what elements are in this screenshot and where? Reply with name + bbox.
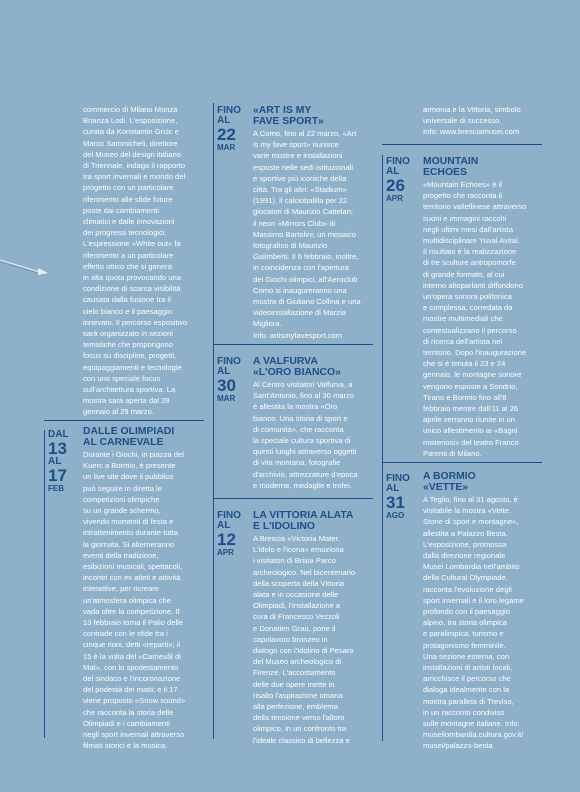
date-month: APR: [386, 194, 403, 203]
date-word: FINO: [217, 105, 241, 116]
event-text: «Mountain Echoes» è il progetto che racconta il territorio valtellinese attraverso suoni e immagini raccolti negli ultimi mesi dall'artista multidisciplinare Yuval Avital. Il risultato è la realizzazione di tre sculture antropomorfe di grande formato, al cui interno altoparlanti diffondono un'opera sonora polifonica e complessa, corredata da mostre multimediali che contestualizzano il percorso di ricerca dell'artista nel territorio. Dopo l'inaugurazione che si è tenuta il 23 e 24 gennaio, le montagne sonore vengono esposte a Sondrio, Tirano e Bormio fino all'8 febbraio mentre dall'11 al 26 aprile verranno riunite in un unico allestimento ai «Bagni misteriosi» del teatro Franco Parenti di Milano.: [423, 180, 527, 458]
event-headline: MOUNTAIN ECHOES: [423, 156, 479, 178]
date-number: 30: [217, 376, 236, 395]
date-word: AL: [217, 366, 231, 377]
date-word: FINO: [386, 156, 410, 167]
date-word: AL: [217, 115, 231, 126]
section-divider: [382, 144, 542, 145]
event-text: A Como, fino al 22 marzo, «Art is my fave sport» riunisce varie mostre e installazioni esposte nelle sedi istituzionali e sportive più iconiche della città. Tra gli altri: «Stadium» (1991), il calciobalilla per 22 giocatori di Maurizio Cattelan; il neon «Mirrors Club» di Massimo Bartolini; un mosaico fotografico di Maurizio Galimberti. Il 6 febbraio, inoltre, in coincidenza con l'apertura dei Giochi olimpici, all'Aeroclub Como si inaugureranno una mostra di Giuliano Collina e una videoinstallazione di Marzia Migliora. Info: artismyfavesport.com: [253, 129, 361, 340]
date-number: 31: [386, 493, 405, 512]
event-text: Durante i Giochi, in piazza del Kuerc a Bormio, è presente un live site dove il pubblico può seguire in diretta le competizioni olimpiche su un grande schermo, vivendo momenti di festa e intrattenimento durante tutta la giornata. Si alterneranno eventi della tradizione, esibizioni musicali, spettacoli, incontri con ex atleti e attività interattive, per ricreare un'atmosfera olimpica che vada oltre la competizione. Il 13 febbraio torna il Palio delle contrade con le sfide tra i cinque rioni, detti «reparti»; il 15 è la volta del «Carnevål di Mat», con lo spodestamento del sindaco e l'incoronazione del podestà dei matti; e il 17 viene proposto «Snow sound» che racconta la storia delle Olimpiadi e i cambiamenti negli sport invernali attraverso filmati storici e la musica.: [83, 450, 186, 751]
date-number: 12: [217, 530, 236, 549]
section-divider: [44, 420, 204, 421]
event-date: [217, 106, 241, 153]
event-headline: LA VITTORIA ALATA E L'IDOLINO: [253, 510, 354, 532]
event-date: [217, 357, 241, 404]
event-date: [48, 430, 69, 494]
article-continuation: commercio di Milano Monza Brianza Lodi. L'esposizione, curata da Konstantin Grcic e Marco Sammicheli, direttore del Museo del design italiano di Triennale, indaga il rapporto tra sport invernali e mondo del progetto con un particolare riferimento alle sfide future poste dai cambiamenti climatici e dalle innovazioni dei progressi tecnologici. L'espressione «White out» fa riferimento a un particolare effetto ottico che si genera in alta quota provocando una condizione di scarsa visibilità causata dalla fusione tra il cielo bianco e il paesaggio innevato. Il percorso espositivo sarà organizzato in sezioni tematiche che propongono focus su discipline, progetti, equipaggiamenti e tecnologie con uno speciale focus sull'architettura sportiva. La mostra sarà aperta dal 28 gennaio al 29 marzo.: [83, 105, 188, 417]
event-date: [386, 474, 410, 521]
date-month: MAR: [217, 143, 236, 152]
date-word: FINO: [217, 356, 241, 367]
column-divider: [44, 430, 45, 738]
event-headline: «ART IS MY FAVE SPORT»: [253, 105, 324, 127]
date-month: MAR: [217, 394, 236, 403]
date-word: AL: [386, 166, 400, 177]
date-number: 22: [217, 125, 236, 144]
event-date: [386, 157, 410, 204]
event-text: A Teglio, fino al 31 agosto, è visitabile la mostra «Vette. Storie di sport e montagne», allestita a Palazzo Besta. L'esposizione, promossa dalla direzione regionale Musei Lombardia nell'ambito della Cultural Olympiade, racconta l'evoluzione degli sport invernali e il loro legame profondo con il paesaggio alpino, tra storia olimpica e paralimpica, turismo e protagonismo femminile. Una sezione esterna, con installazioni di artisti locali, arricchisce il percorso che dialoga idealmente con la mostra parallela di Treviso, in un racconto condiviso sulle montagne italiane. Info: museilombardia.cultura.gov.it/ musei/palazzo-besta: [423, 495, 524, 751]
section-divider: [382, 462, 542, 463]
date-number: 26: [386, 176, 405, 195]
column-divider: [382, 155, 383, 741]
event-headline: A VALFURVA «L'ORO BIANCO»: [253, 356, 341, 378]
ski-pole-illustration: [0, 252, 52, 282]
section-divider: [213, 344, 373, 345]
date-number: 13: [48, 439, 67, 458]
column-divider: [213, 103, 214, 739]
event-text: A Brescia «Victoria Mater. L'idolo e l'icona» emoziona i visitatori di Brixia Parco archeologico. Nel bicentenario della scoperta della Vittoria alata e in occasione delle Olimpiadi, l'installazione a cura di Francesco Vezzoli e Donatien Grau, pone il capolavoro bronzeo in dialogo con l'Idolino di Pesaro del Museo archeologico di Firenze. L'accostamento delle due opere mette in risalto l'aspirazione umana alla perfezione, emblema della tensione verso l'alloro olimpico, in un confronto tra l'ideale classico di bellezza e: [253, 534, 356, 745]
event-headline: DALLE OLIMPIADI AL CARNEVALE: [83, 426, 175, 448]
date-word: AL: [217, 520, 231, 531]
event-text: Al Centro visitatori Valfurva, a Sant'Antonio, fino al 30 marzo è allestita la mostra «Oro bianco. Una storia di sport e di comunità», che racconta la speciale cultura sportiva di questi luoghi attraverso oggetti di vita montana, fotografie d'archivio, attrezzature d'epoca e moderne, medaglie e trofei.: [253, 380, 358, 490]
date-word: FINO: [386, 473, 410, 484]
article-continuation: armonia e la Vittoria, simbolo universale di successo. Info: www.bresciamusei.com: [423, 105, 521, 137]
date-word: DAL: [48, 429, 69, 440]
section-divider: [213, 498, 373, 499]
date-number: 17: [48, 466, 67, 485]
event-date: [217, 511, 241, 558]
date-word: FINO: [217, 510, 241, 521]
date-word: AL: [386, 483, 400, 494]
date-month: FEB: [48, 484, 64, 493]
date-month: AGO: [386, 511, 405, 520]
event-headline: A BORMIO «VETTE»: [423, 471, 476, 493]
date-word: AL: [48, 456, 62, 467]
date-month: APR: [217, 548, 234, 557]
